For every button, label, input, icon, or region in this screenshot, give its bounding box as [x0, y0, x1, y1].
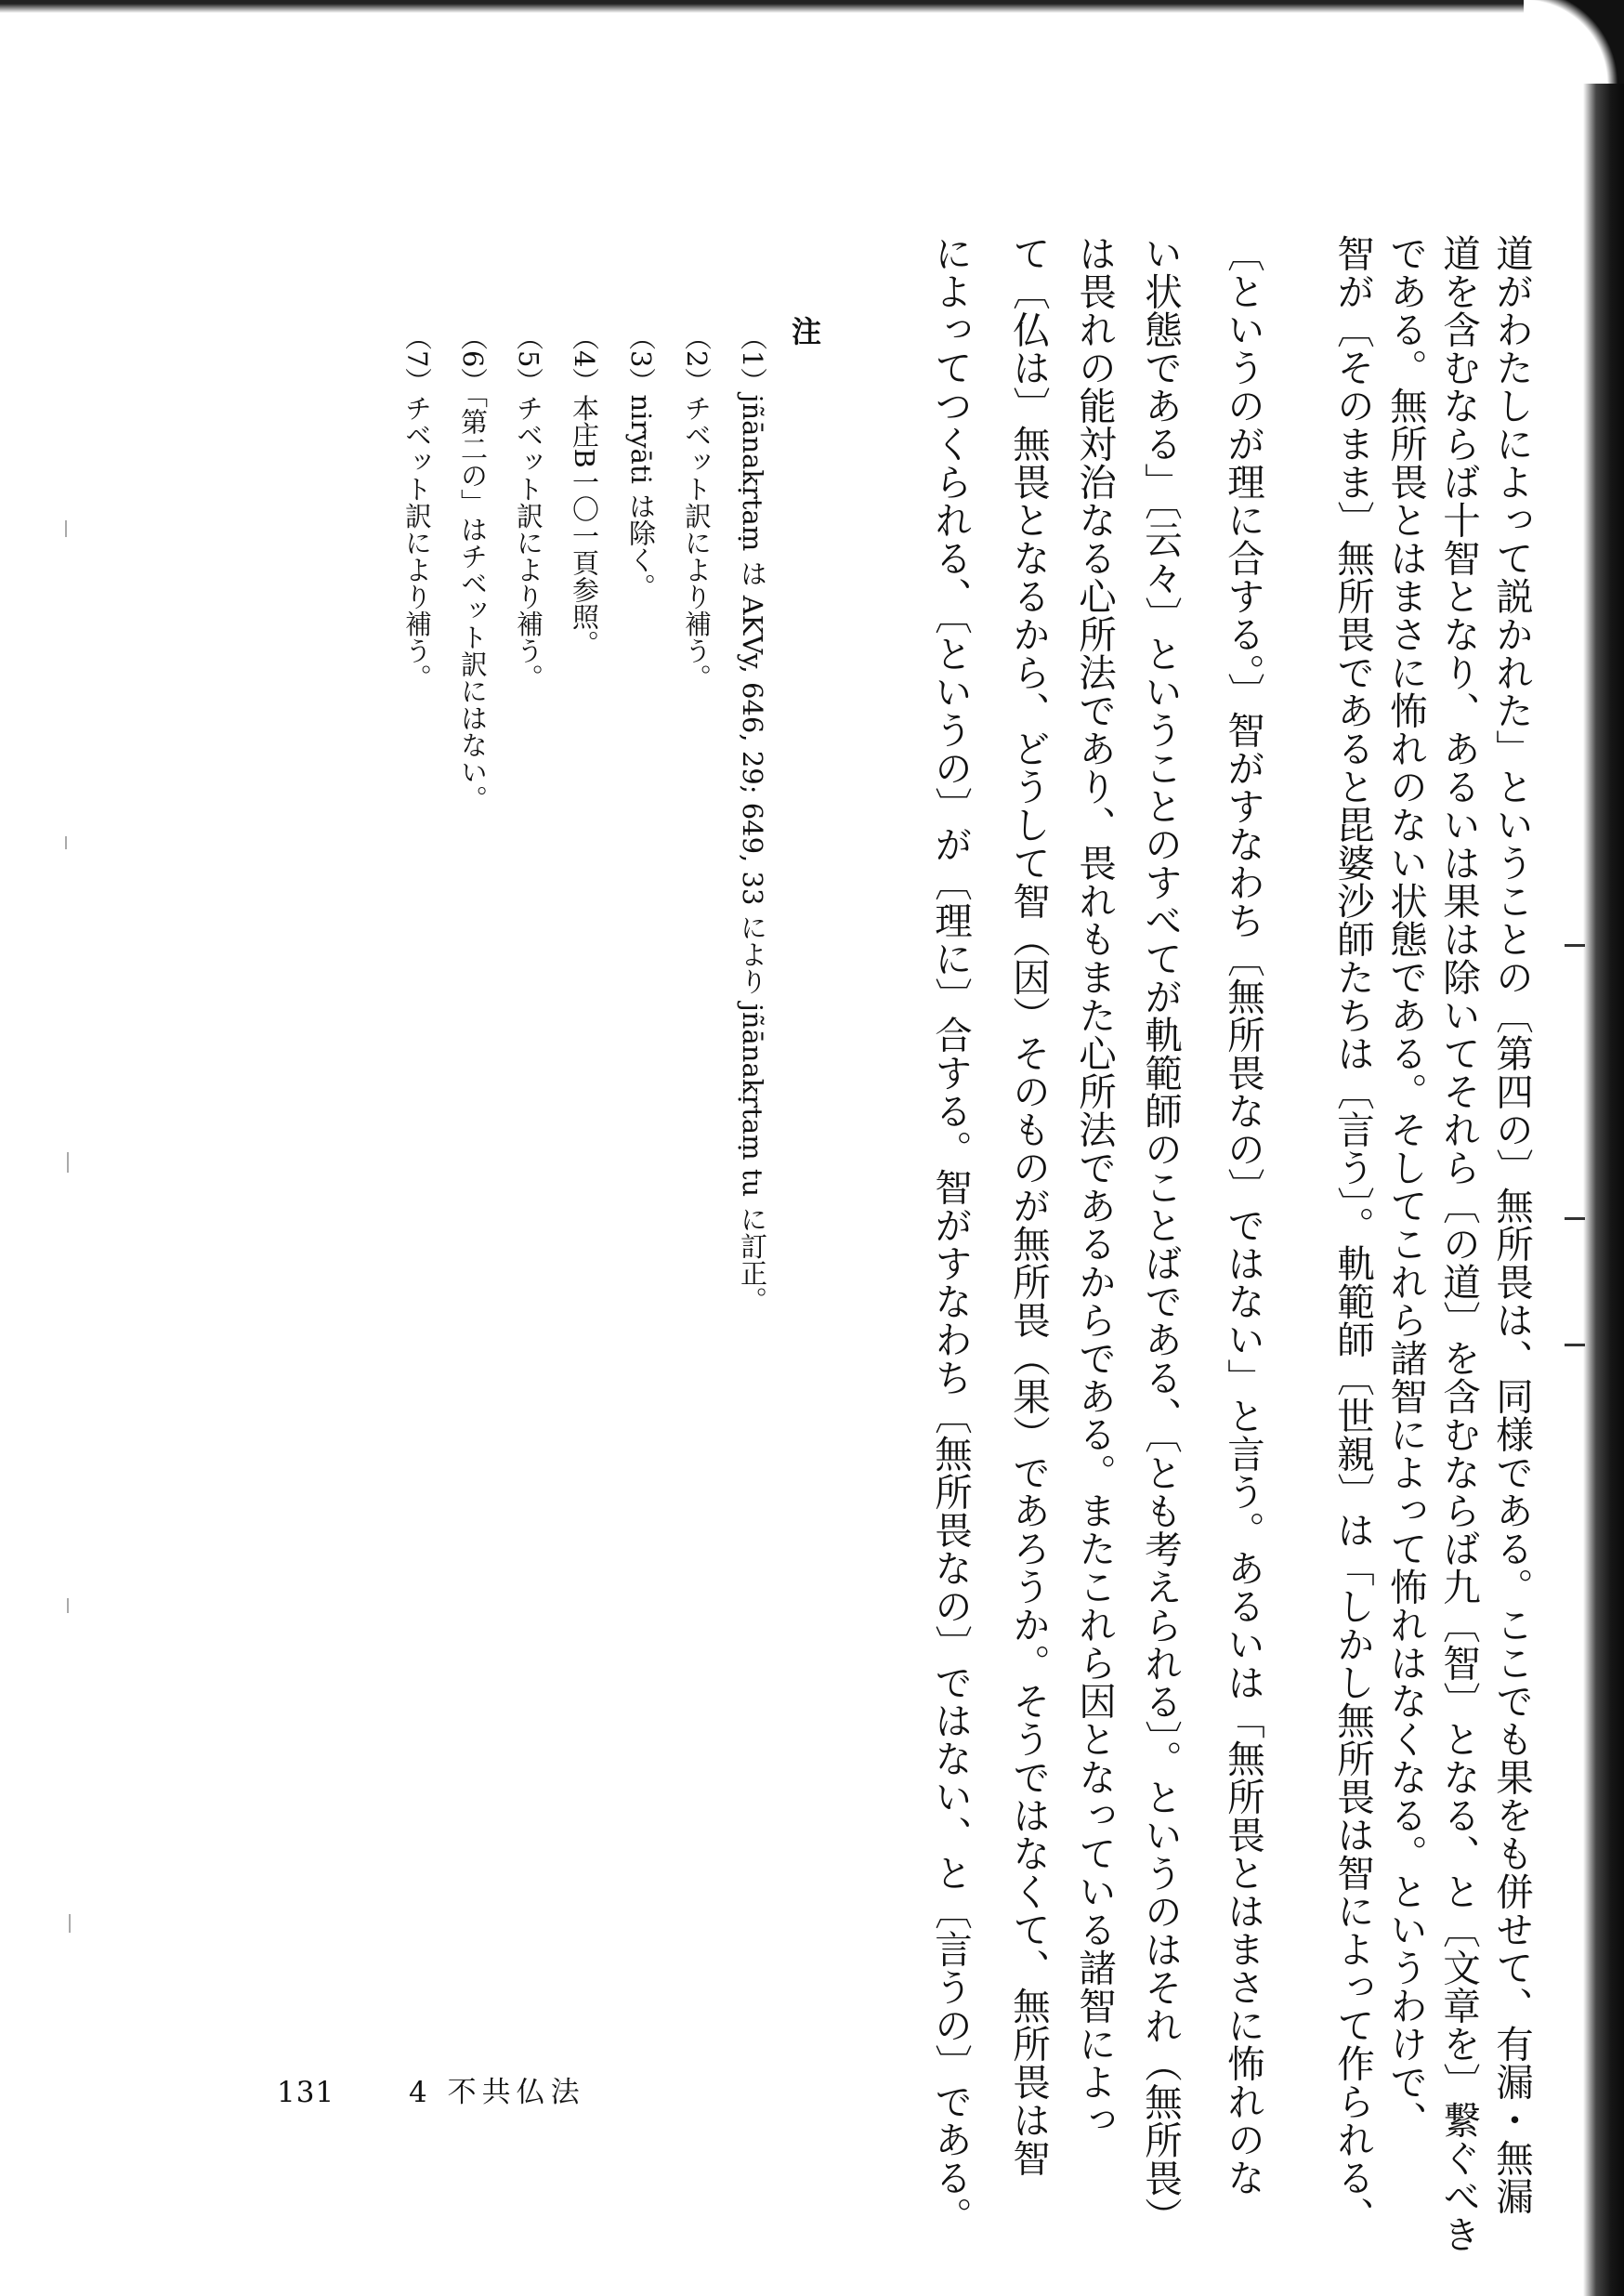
scan-page-corner	[1524, 0, 1624, 84]
body-line-3: である。無所畏とはまさに怖れのない状態である。そしてこれら諸智によって怖れはなくなる。というわけで、	[1383, 234, 1428, 2139]
body-line-6: い状態である」〔云々〕ということのすべてが軌範師のことばである、〔とも考えられる〕。というのはそれ（無所畏）	[1138, 234, 1183, 2236]
scan-mark	[1565, 1344, 1585, 1346]
running-head-chapter: 4 不共仏法	[409, 2076, 585, 2109]
scan-top-edge	[0, 0, 1624, 13]
body-line-9: によってつくられる、〔というの〕が〔理に〕合する。智がすなわち〔無所畏なの〕ではない、と〔言うの〕である。	[928, 234, 973, 2235]
note-item-6: （6）「第二の」はチベット訳にはない。	[457, 323, 489, 812]
body-line-1: 道がわたしによって説かれた」ということの〔第四の〕無所畏は、同様である。ここでも果をも併せて、有漏・無漏	[1489, 234, 1534, 2215]
scan-mark	[1565, 944, 1585, 947]
page-number: 131	[277, 2076, 335, 2109]
body-line-5: 〔というのが理に合する。〕智がすなわち〔無所畏なの〕ではない」と言う。あるいは「無所畏とはまさに怖れのな	[1221, 234, 1265, 2197]
scan-speck	[65, 836, 67, 849]
note-item-7: （7）チベット訳により補う。	[401, 323, 433, 691]
body-line-2: 道を含むならば十智となり、あるいは果は除いてそれら〔の道〕を含むならば九〔智〕となる、と〔文章を〕繋ぐべき	[1436, 234, 1481, 2253]
note-item-5: （5）チベット訳により補う。	[513, 323, 544, 691]
body-line-7: は畏れの能対治なる心所法であり、畏れもまた心所法であるからである。またこれら因となっている諸智によっ	[1072, 234, 1117, 2139]
note-item-2: （2）チベット訳により補う。	[681, 323, 713, 691]
scan-mark	[1565, 1217, 1585, 1220]
note-item-1: （1）jñānakṛtaṃ は AKVy, 646, 29; 649, 33 により jñānakṛtaṃ tu に訂正。	[737, 323, 768, 1314]
body-line-4: 智が〔そのまま〕無所畏であると毘婆沙師たちは〔言う〕。軌範師〔世親〕は「しかし無所畏は智によって作られる、	[1330, 234, 1375, 2235]
scan-speck	[65, 520, 67, 537]
body-line-8: て〔仏は〕無畏となるから、どうして智（因）そのものが無所畏（果）であろうか。そうではなくて、無所畏は智	[1006, 234, 1051, 2177]
scan-speck	[67, 1598, 69, 1613]
note-item-3: （3）niryāti は除く。	[625, 323, 657, 601]
notes-heading: 注	[787, 316, 822, 346]
scan-right-edge	[1583, 0, 1624, 2296]
note-item-4: （4）本庄B一〇一頁参照。	[569, 323, 600, 657]
scan-speck	[69, 1914, 71, 1933]
page-footer	[277, 2068, 585, 2110]
scan-speck	[67, 1152, 69, 1173]
